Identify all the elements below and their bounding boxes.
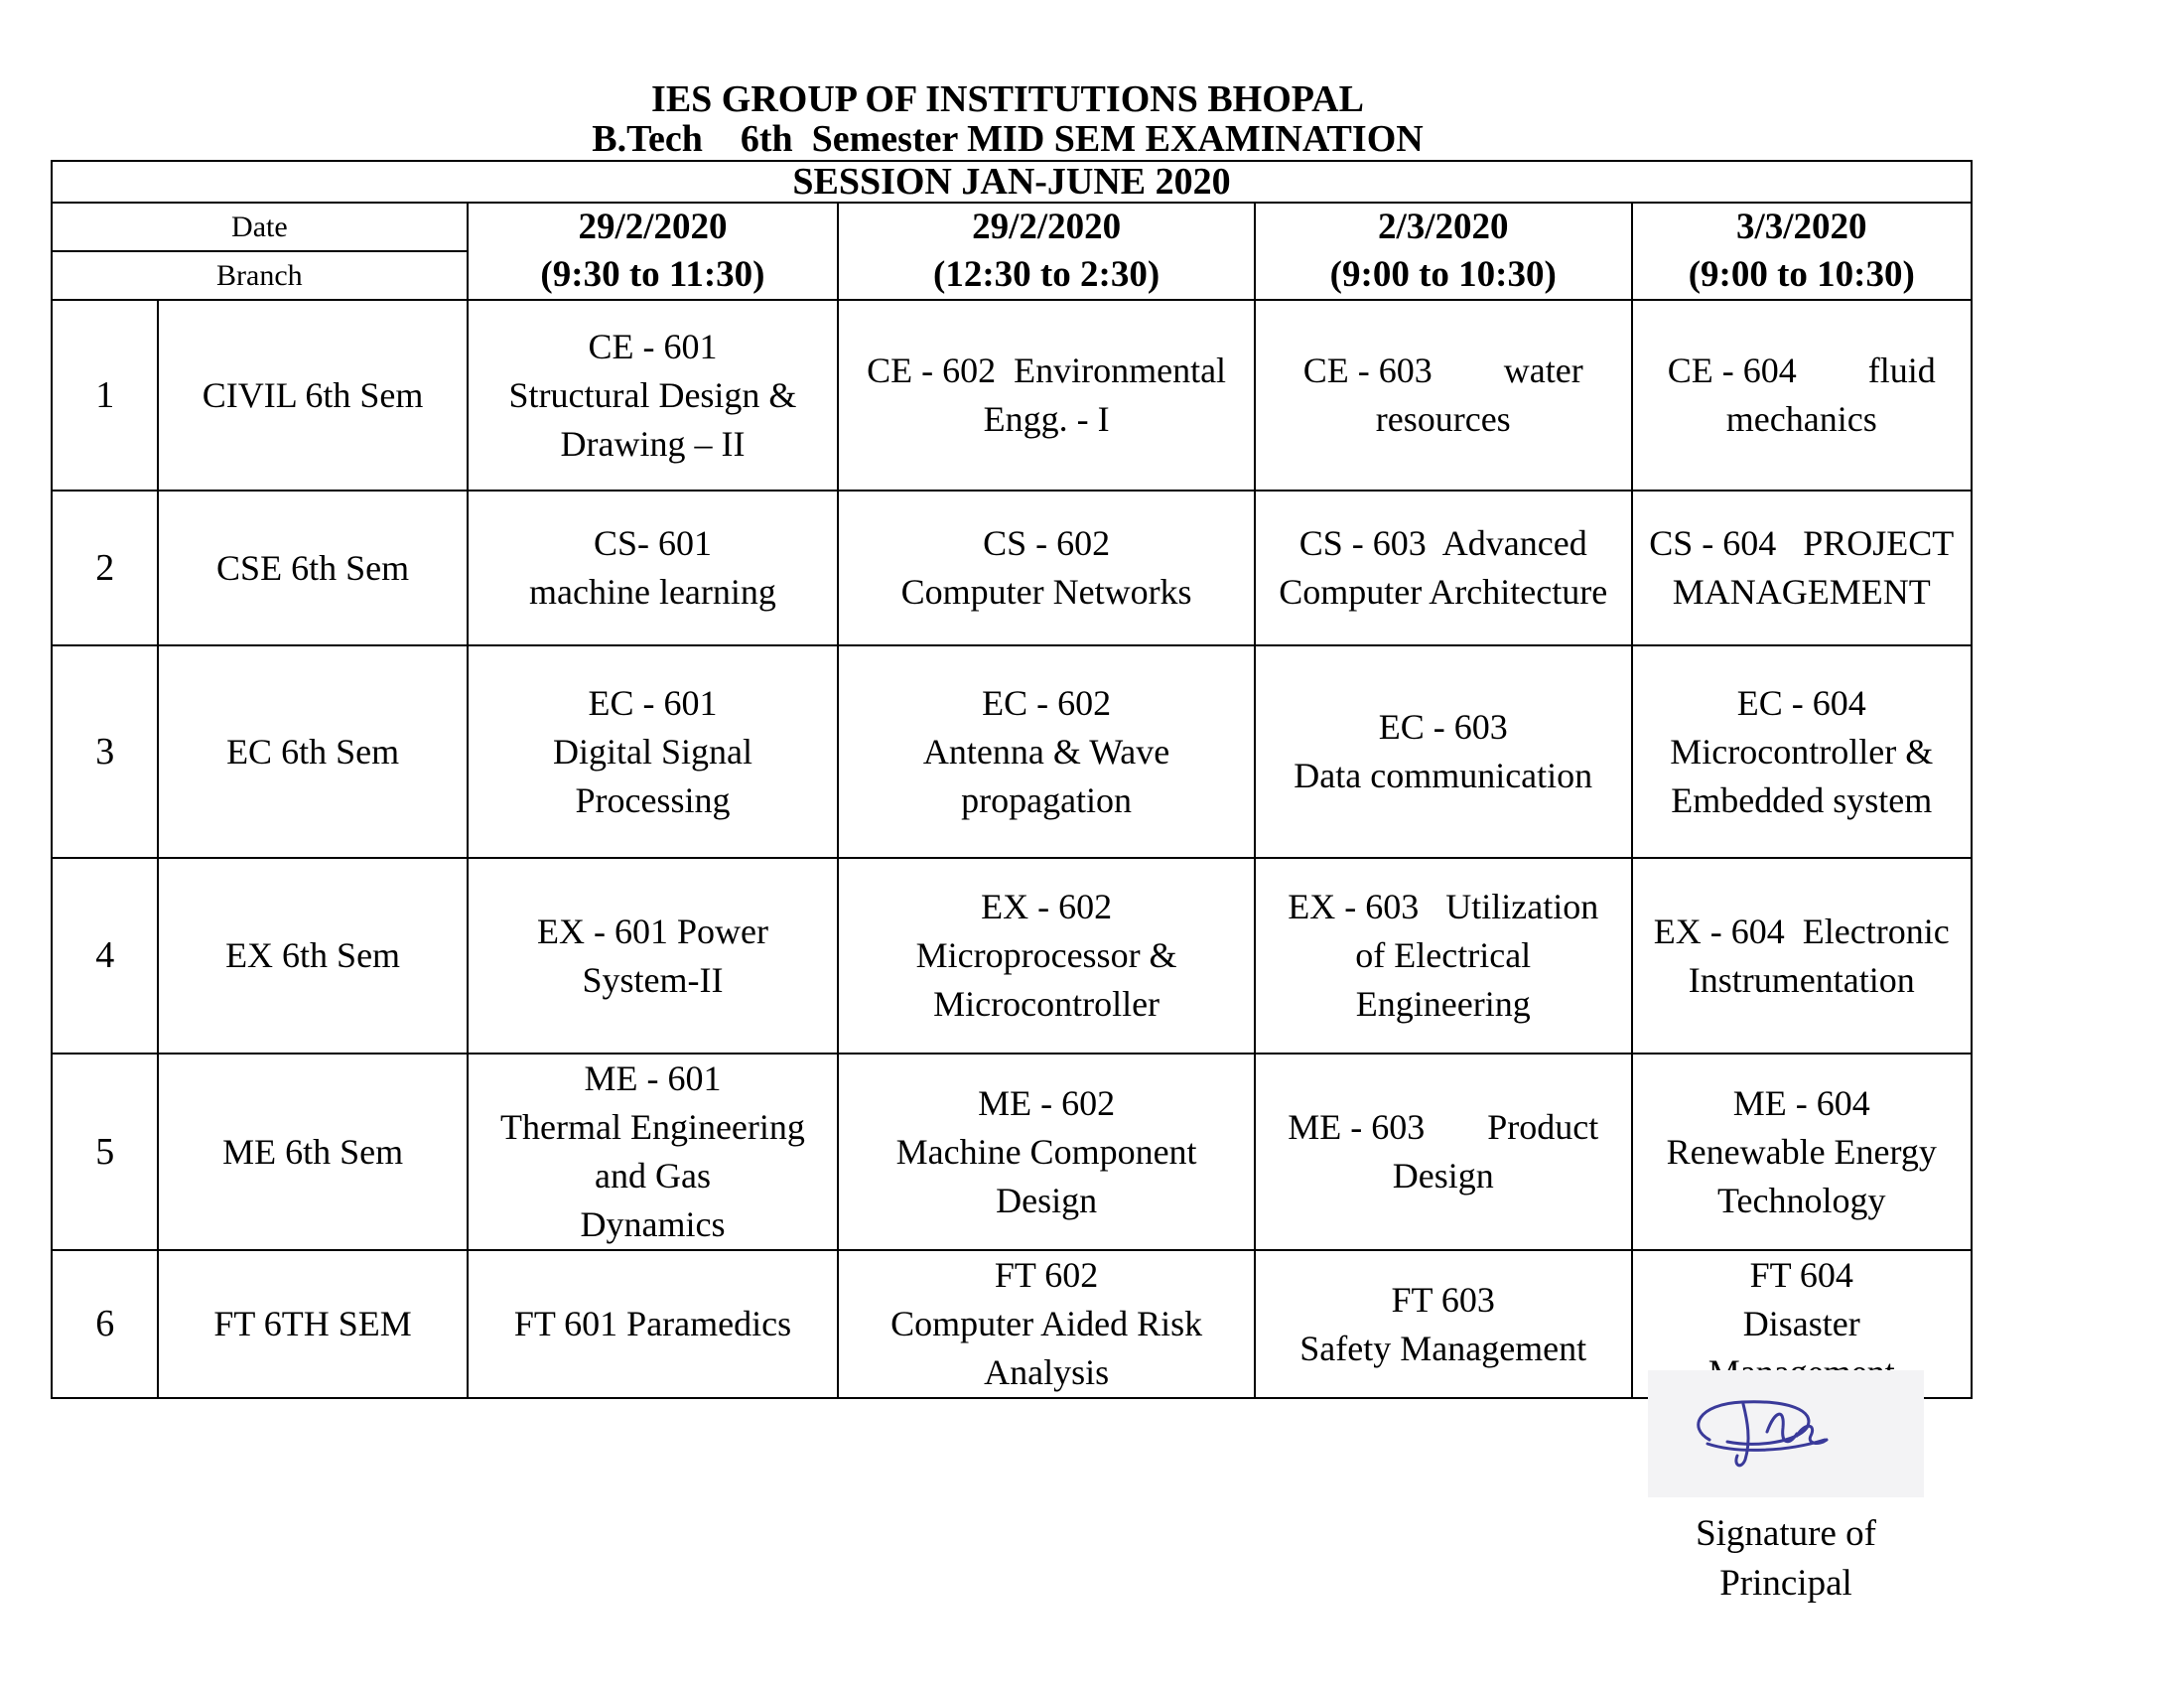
subject-line: Embedded system — [1671, 779, 1933, 820]
subject-cell — [1632, 1054, 1973, 1250]
serial-number: 3 — [52, 645, 158, 858]
subject-line: Dynamics — [580, 1204, 726, 1244]
subject-line: EC - 602 — [982, 682, 1112, 723]
serial-number: 5 — [52, 1054, 158, 1250]
serial-number: 6 — [52, 1250, 158, 1398]
subject-line: Microcontroller & — [1670, 731, 1934, 772]
subject-line: Disaster — [1742, 1304, 1860, 1343]
subject-cell — [1632, 491, 1973, 645]
subject-line: FT 602 — [994, 1255, 1099, 1295]
subject-cell — [468, 645, 839, 858]
serial-number: 2 — [52, 491, 158, 645]
subject-line: FT 603 — [1391, 1279, 1495, 1320]
signature-caption-line2: Principal — [1719, 1563, 1852, 1604]
subject-line: CE - 601 — [588, 326, 718, 366]
subject-cell — [1632, 300, 1973, 491]
subject-cell — [1255, 1250, 1632, 1398]
principal-signature — [1648, 1370, 1924, 1497]
subject-line: Design — [1392, 1156, 1494, 1196]
serial-number: 4 — [52, 858, 158, 1054]
subject-line: Instrumentation — [1688, 959, 1915, 1000]
subject-line: Microcontroller — [933, 984, 1160, 1024]
subject-line: and Gas — [594, 1156, 711, 1196]
slot-header — [838, 203, 1255, 300]
slot-date: 29/2/2020 — [972, 207, 1122, 247]
subject-line: mechanics — [1725, 399, 1877, 439]
signature-icon — [1648, 1370, 1924, 1497]
branch-label: Branch — [52, 251, 468, 300]
subject-line: ME - 601 — [584, 1058, 722, 1098]
slot-date: 3/3/2020 — [1735, 207, 1867, 247]
exam-timetable — [51, 160, 1973, 1399]
serial-number: 1 — [52, 300, 158, 491]
subject-line: Processing — [575, 779, 731, 820]
institution-title: IES GROUP OF INSTITUTIONS BHOPAL — [651, 78, 1364, 120]
subject-cell — [468, 858, 839, 1054]
subject-line: resources — [1375, 399, 1511, 439]
subject-line: Drawing – II — [560, 423, 746, 464]
signature-caption — [1648, 1509, 1924, 1609]
subject-line: Analysis — [984, 1352, 1110, 1392]
subject-cell — [1255, 858, 1632, 1054]
subject-line: Safety Management — [1299, 1328, 1587, 1368]
table-row — [52, 858, 1972, 1054]
subject-line: Microprocessor & — [915, 935, 1177, 975]
subject-line: machine learning — [529, 572, 776, 612]
subject-line: Thermal Engineering — [500, 1107, 805, 1147]
subject-cell — [1255, 1054, 1632, 1250]
slot-header — [1255, 203, 1632, 300]
subject-line: Renewable Energy — [1666, 1131, 1937, 1172]
slot-date: 2/3/2020 — [1377, 207, 1509, 247]
subject-line: CS- 601 — [593, 523, 712, 563]
subject-cell — [838, 300, 1255, 491]
subject-cell — [838, 491, 1255, 645]
subject-line: Antenna & Wave — [922, 731, 1170, 772]
subject-cell — [1632, 858, 1973, 1054]
subject-line: ME - 603 Product — [1288, 1107, 1599, 1147]
subject-cell — [1255, 300, 1632, 491]
subject-line: propagation — [961, 779, 1133, 820]
date-label: Date — [52, 203, 468, 251]
subject-line: CS - 603 Advanced — [1298, 523, 1587, 563]
subject-cell — [838, 645, 1255, 858]
exam-title — [0, 119, 2015, 159]
subject-line: EX - 604 Electronic — [1653, 911, 1950, 951]
subject-line: FT 604 — [1749, 1255, 1853, 1295]
table-row — [52, 645, 1972, 858]
subject-cell — [1255, 491, 1632, 645]
branch-name: CSE 6th Sem — [158, 491, 467, 645]
subject-line: Engineering — [1355, 984, 1531, 1024]
slot-header — [468, 203, 839, 300]
subject-line: MANAGEMENT — [1672, 572, 1931, 612]
subject-line: EX - 601 Power — [536, 911, 768, 951]
slot-time: (9:00 to 10:30) — [1688, 254, 1915, 295]
subject-line: EX - 602 — [981, 887, 1113, 926]
subject-line: EC - 604 — [1736, 682, 1866, 723]
subject-cell — [468, 1054, 839, 1250]
subject-cell — [1632, 645, 1973, 858]
subject-line: CS - 602 — [983, 523, 1111, 563]
subject-cell — [838, 858, 1255, 1054]
subject-line: Digital Signal — [552, 731, 752, 772]
subject-line: ME - 604 — [1732, 1082, 1870, 1123]
subject-line: Computer Architecture — [1279, 572, 1608, 612]
slot-date: 29/2/2020 — [578, 207, 728, 247]
table-row — [52, 1054, 1972, 1250]
subject-line: Engg. - I — [983, 399, 1110, 439]
subject-cell — [468, 1250, 839, 1398]
subject-cell — [468, 300, 839, 491]
subject-line: Computer Aided Risk — [890, 1304, 1203, 1343]
subject-line: EC - 601 — [588, 682, 718, 723]
subject-line: CE - 603 water — [1302, 351, 1583, 390]
session-label: SESSION JAN-JUNE 2020 — [52, 161, 1972, 203]
subject-line: of Electrical — [1355, 935, 1532, 975]
subject-line: CE - 604 fluid — [1667, 351, 1936, 390]
slot-time: (9:00 to 10:30) — [1329, 254, 1557, 295]
subject-cell — [838, 1250, 1255, 1398]
subject-line: Machine Component — [895, 1131, 1197, 1172]
branch-name: CIVIL 6th Sem — [158, 300, 467, 491]
subject-line: CS - 604 PROJECT — [1649, 523, 1955, 563]
exam-title-text: B.Tech 6th Semester MID SEM EXAMINATION — [592, 118, 1424, 160]
slot-time: (12:30 to 2:30) — [933, 254, 1160, 295]
slot-time: (9:30 to 11:30) — [540, 254, 765, 295]
subject-line: EC - 603 — [1378, 707, 1508, 747]
subject-line: ME - 602 — [978, 1082, 1116, 1123]
subject-line: EX - 603 Utilization — [1288, 887, 1599, 926]
table-row — [52, 300, 1972, 491]
branch-name: EX 6th Sem — [158, 858, 467, 1054]
table-row — [52, 491, 1972, 645]
subject-cell — [838, 1054, 1255, 1250]
branch-name: FT 6TH SEM — [158, 1250, 467, 1398]
signature-caption-line1: Signature of — [1696, 1513, 1876, 1554]
subject-cell — [468, 491, 839, 645]
subject-line: Design — [996, 1180, 1098, 1220]
subject-line: Technology — [1717, 1180, 1886, 1220]
branch-name: ME 6th Sem — [158, 1054, 467, 1250]
subject-line: Structural Design & — [508, 374, 797, 415]
subject-cell — [1255, 645, 1632, 858]
slot-header — [1632, 203, 1973, 300]
branch-name: EC 6th Sem — [158, 645, 467, 858]
subject-line: Computer Networks — [900, 572, 1192, 612]
subject-line: FT 601 Paramedics — [513, 1304, 792, 1343]
subject-line: System-II — [582, 959, 724, 1000]
subject-line: Data communication — [1294, 756, 1593, 795]
subject-line: CE - 602 Environmental — [867, 351, 1227, 390]
